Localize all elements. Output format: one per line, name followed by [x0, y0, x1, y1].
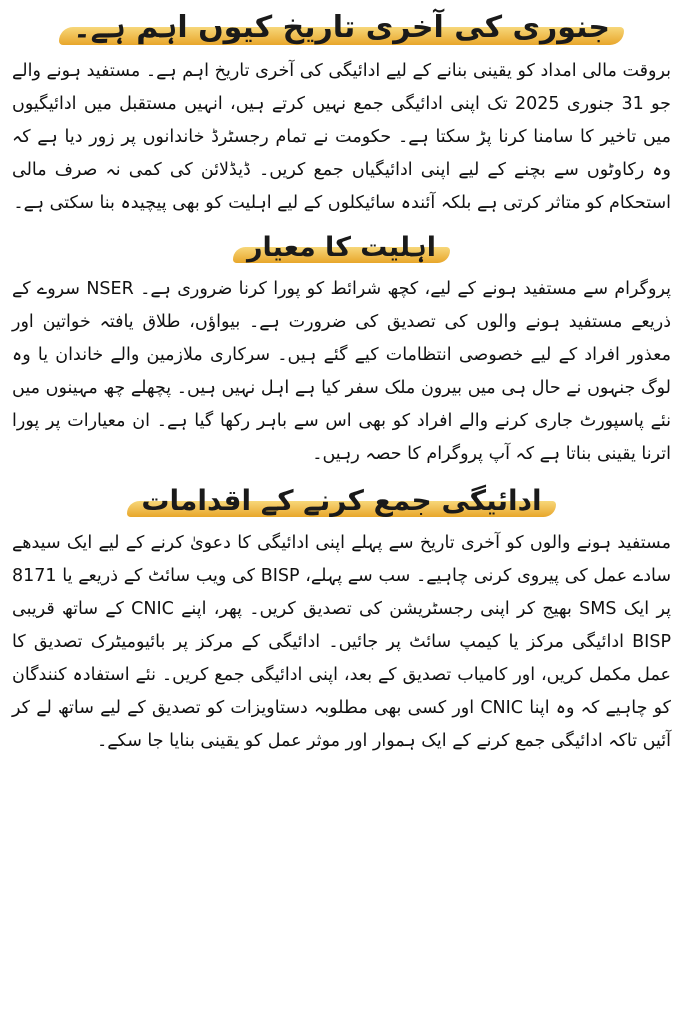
paragraph-eligibility-criteria: پروگرام سے مستفید ہونے کے لیے، کچھ شرائط کو پورا کرنا ضروری ہے۔ NSER سروے کے ذریعے مستفید ہونے والوں کی تصدیق کی ضرورت ہے۔ بیواؤں، طلاق یافتہ خواتین اور معذور افراد کے لیے خصوصی انتظامات کیے گئے ہیں۔ سرکاری ملازمین والے خاندان یا وہ لوگ جنہوں نے حال ہی میں بیرون ملک سفر کیا ہے اہل نہیں ہیں۔ پچھلے چھ مہینوں میں نئے پاسپورٹ جاری کرنے والے افراد کو بھی اس سے باہر رکھا گیا ہے۔ ان معیارات پر پورا اترنا یقینی بناتا ہے کہ آپ پروگرام کا حصہ رہیں۔	[12, 279, 671, 465]
heading-january-deadline	[59, 8, 624, 47]
paragraph-payment-steps: مستفید ہونے والوں کو آخری تاریخ سے پہلے اپنی ادائیگی کا دعویٰ کرنے کے لیے ایک سیدھے سادے عمل کی پیروی کرنی چاہیے۔ سب سے پہلے، BISP کی ویب سائٹ کے ذریعے یا 8171 پر ایک SMS بھیج کر اپنی رجسٹریشن کی تصدیق کریں۔ پھر، اپنے CNIC کے ساتھ قریبی BISP ادائیگی مرکز یا کیمپ سائٹ پر جائیں۔ ادائیگی کے مرکز پر بائیومیٹرک تصدیق کا عمل مکمل کریں، اور کامیاب تصدیق کے بعد، اپنی ادائیگی جمع کریں۔ نئے استفادہ کنندگان کو چاہیے کہ وہ اپنا CNIC اور کسی بھی مطلوبہ دستاویزات کو تصدیق کے لیے ساتھ لے کر آئیں تاکہ ادائیگی جمع کرنے کے ایک ہموار اور موثر عمل کو یقینی بنایا جا سکے۔	[12, 533, 672, 752]
heading-eligibility-criteria	[233, 230, 450, 265]
heading-text: جنوری کی آخری تاریخ کیوں اہم ہے۔	[73, 10, 610, 45]
heading-text: اہلیت کا معیار	[247, 232, 436, 263]
paragraph-january-deadline: بروقت مالی امداد کو یقینی بنانے کے لیے ادائیگی کی آخری تاریخ اہم ہے۔ مستفید ہونے والے جو 31 جنوری 2025 تک اپنی ادائیگی جمع نہیں کرتے ہیں، انہیں مستقبل میں ادائیگیوں میں تاخیر کا سامنا کرنا پڑ سکتا ہے۔ حکومت نے تمام رجسٹرڈ خاندانوں پر زور دیا ہے کہ وہ رکاوٹوں سے بچنے کے لیے اپنی ادائیگیاں جمع کریں۔ ڈیڈلائن کی کمی نہ صرف مالی استحکام کو متاثر کرتی ہے بلکہ آئندہ سائیکلوں کے لیے اہلیت کو بھی پیچیدہ بنا سکتی ہے۔	[12, 61, 672, 213]
heading-payment-steps	[127, 483, 555, 519]
heading-text: ادائیگی جمع کرنے کے اقدامات	[141, 484, 542, 518]
